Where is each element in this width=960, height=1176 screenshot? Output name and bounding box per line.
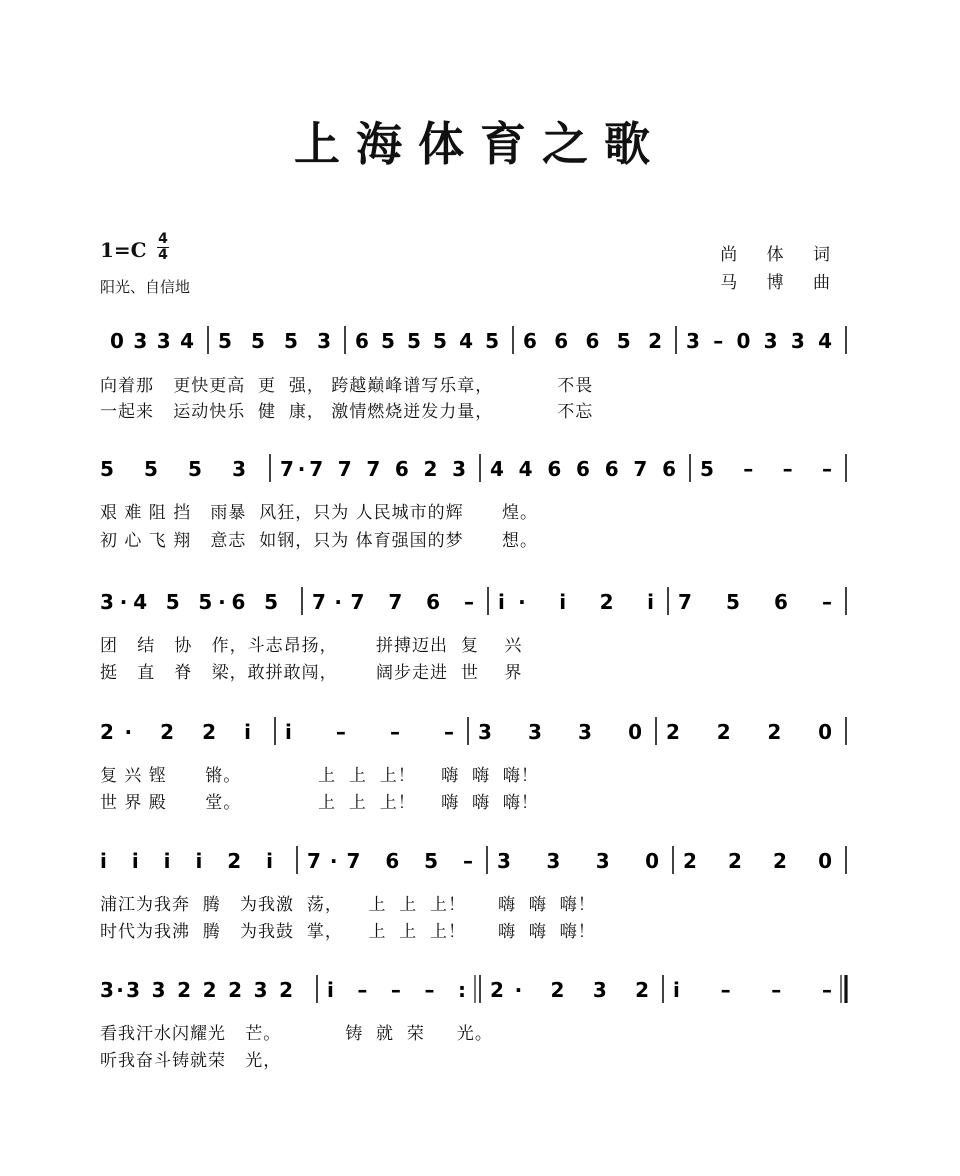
lyric-line-2-2: 初 心 飞 翔 意志 如钢，只为 体育强国的梦 想。 [100, 531, 539, 551]
lyricist-credit: 尚 体 词 [720, 245, 842, 265]
lyric-line-4-1: 复 兴 铿 锵。 上 上 上！ 嗨 嗨 嗨！ [100, 766, 539, 786]
lyric-line-3-1: 团 结 协 作，斗志昂扬， 拼搏迈出 复 兴 [100, 636, 523, 656]
time-signature-bottom: 4 [158, 247, 168, 263]
measure-1-3: 6 5 5 5 4 5 [355, 329, 499, 353]
measure-3-3: i· i 2 i [498, 590, 654, 614]
measure-3-4: 7 5 6 – [678, 590, 832, 614]
measure-3-1: 3·4 5 5·6 5 [100, 590, 278, 614]
lyric-line-1-1: 向着那 更快更高 更 强， 跨越巅峰谱写乐章， 不畏 [100, 376, 594, 396]
expression-mark: 阳光、自信地 [100, 278, 191, 296]
time-signature-top: 4 [158, 231, 168, 247]
lyric-line-1-2: 一起来 运动快乐 健 康， 激情燃烧迸发力量， 不忘 [100, 402, 594, 422]
measure-4-4: 2 2 2 0 [666, 720, 832, 744]
measure-1-2: 5 5 5 3 [218, 329, 331, 353]
measure-2-2: 7·7 7 7 6 2 3 [280, 457, 466, 481]
measure-5-2: 7·7 6 5 – [307, 849, 473, 873]
lyric-line-5-1: 浦江为我奔 腾 为我激 荡， 上 上 上！ 嗨 嗨 嗨！ [100, 895, 596, 915]
measure-1-4: 6 6 6 5 2 [523, 329, 662, 353]
lyric-line-5-2: 时代为我沸 腾 为我鼓 掌， 上 上 上！ 嗨 嗨 嗨！ [100, 922, 596, 942]
measure-6-3: 2· 2 3 2 [490, 978, 649, 1002]
key-signature: 1=C [100, 238, 147, 262]
measure-5-4: 2 2 2 0 [683, 849, 832, 873]
lyric-line-6-1: 看我汗水闪耀光 芒。 铸 就 荣 光。 [100, 1024, 493, 1044]
measure-5-3: 3 3 3 0 [497, 849, 659, 873]
composer-credit: 马 博 曲 [720, 273, 842, 293]
measure-6-4: i – – – [673, 978, 832, 1002]
measure-4-1: 2· 2 2 i [100, 720, 251, 744]
measure-4-2: i – – – [285, 720, 454, 744]
song-title: 上海体育之歌 [294, 117, 666, 171]
measure-6-2: i – – – : [327, 978, 466, 1002]
measure-1-5: 3 – 0 3 3 4 [686, 329, 832, 353]
lyric-line-6-2: 听我奋斗铸就荣 光， [100, 1051, 282, 1071]
measure-1-1: 0 3 3 4 [110, 329, 194, 353]
measure-5-1: i i i i 2 i [100, 849, 273, 873]
measure-4-3: 3 3 3 0 [478, 720, 642, 744]
lyric-line-4-2: 世 界 殿 堂。 上 上 上！ 嗨 嗨 嗨！ [100, 793, 539, 813]
measure-3-2: 7·7 7 6 – [312, 590, 474, 614]
lyric-line-2-1: 艰 难 阻 挡 雨暴 风狂，只为 人民城市的辉 煌。 [100, 503, 539, 523]
measure-2-4: 5 – – – [700, 457, 832, 481]
measure-6-1: 3·3 3 2 2 2 3 2 [100, 978, 293, 1002]
measure-2-1: 5 5 5 3 [100, 457, 246, 481]
lyric-line-3-2: 挺 直 脊 梁，敢拼敢闯， 阔步走进 世 界 [100, 663, 523, 683]
measure-2-3: 4 4 6 6 6 7 6 [490, 457, 676, 481]
